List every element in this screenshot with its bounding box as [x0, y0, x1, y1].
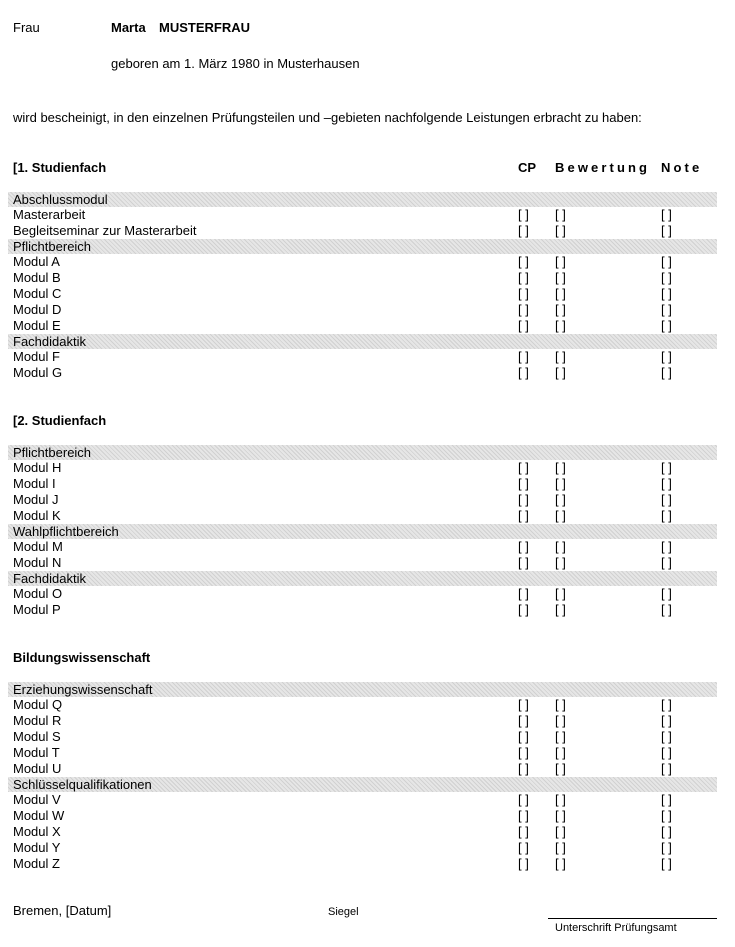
- bewertung-field: [ ]: [555, 761, 566, 776]
- module-name: Masterarbeit: [13, 207, 86, 222]
- bewertung-field: [ ]: [555, 492, 566, 507]
- note-field: [ ]: [661, 318, 672, 333]
- group-band: [8, 777, 717, 792]
- table-row: [0, 270, 735, 286]
- seal-label: Siegel: [328, 906, 359, 918]
- place-date: Bremen, [Datum]: [13, 903, 112, 918]
- cp-field: [ ]: [518, 729, 529, 744]
- note-field: [ ]: [661, 840, 672, 855]
- section-title-2: [2. Studienfach: [13, 413, 107, 428]
- note-field: [ ]: [661, 745, 672, 760]
- module-name: Modul Q: [13, 697, 63, 712]
- cp-field: [ ]: [518, 555, 529, 570]
- bewertung-field: [ ]: [555, 223, 566, 238]
- cp-field: [ ]: [518, 349, 529, 364]
- cp-field: [ ]: [518, 476, 529, 491]
- table-row: [0, 602, 735, 618]
- cp-field: [ ]: [518, 808, 529, 823]
- bewertung-field: [ ]: [555, 602, 566, 617]
- cp-field: [ ]: [518, 539, 529, 554]
- note-field: [ ]: [661, 856, 672, 871]
- table-row: [0, 492, 735, 508]
- note-field: [ ]: [661, 492, 672, 507]
- signature-line: [548, 918, 717, 919]
- module-name: Begleitseminar zur Masterarbeit: [13, 223, 197, 238]
- table-row: [0, 286, 735, 302]
- note-field: [ ]: [661, 808, 672, 823]
- module-name: Modul E: [13, 318, 61, 333]
- module-name: Modul J: [13, 492, 59, 507]
- first-name: Marta: [111, 20, 146, 35]
- last-name: MUSTERFRAU: [159, 20, 250, 35]
- group-band: [8, 445, 717, 460]
- module-name: Modul K: [13, 508, 61, 523]
- table-row: [0, 539, 735, 555]
- group-title: Erziehungswissenschaft: [13, 682, 153, 697]
- note-field: [ ]: [661, 713, 672, 728]
- note-field: [ ]: [661, 302, 672, 317]
- table-row: [0, 223, 735, 239]
- module-name: Modul V: [13, 792, 61, 807]
- note-field: [ ]: [661, 555, 672, 570]
- bewertung-field: [ ]: [555, 586, 566, 601]
- cp-field: [ ]: [518, 254, 529, 269]
- cp-field: [ ]: [518, 745, 529, 760]
- cp-field: [ ]: [518, 460, 529, 475]
- bewertung-field: [ ]: [555, 254, 566, 269]
- bewertung-field: [ ]: [555, 808, 566, 823]
- note-field: [ ]: [661, 586, 672, 601]
- bewertung-field: [ ]: [555, 365, 566, 380]
- birth-line: geboren am 1. März 1980 in Musterhausen: [111, 56, 360, 71]
- bewertung-field: [ ]: [555, 840, 566, 855]
- module-name: Modul F: [13, 349, 60, 364]
- table-row: [0, 745, 735, 761]
- module-name: Modul U: [13, 761, 62, 776]
- section-title-1: [1. Studienfach: [13, 160, 107, 175]
- module-name: Modul Z: [13, 856, 60, 871]
- bewertung-field: [ ]: [555, 286, 566, 301]
- note-field: [ ]: [661, 270, 672, 285]
- cp-field: [ ]: [518, 286, 529, 301]
- module-name: Modul O: [13, 586, 63, 601]
- cp-field: [ ]: [518, 365, 529, 380]
- note-field: [ ]: [661, 223, 672, 238]
- note-field: [ ]: [661, 602, 672, 617]
- bewertung-field: [ ]: [555, 555, 566, 570]
- cp-field: [ ]: [518, 824, 529, 839]
- note-field: [ ]: [661, 761, 672, 776]
- bewertung-field: [ ]: [555, 697, 566, 712]
- signature-label: Unterschrift Prüfungsamt: [555, 922, 677, 934]
- cp-field: [ ]: [518, 761, 529, 776]
- module-name: Modul T: [13, 745, 60, 760]
- table-row: [0, 697, 735, 713]
- statement: wird bescheinigt, in den einzelnen Prüfungsteilen und –gebieten nachfolgende Leistungen erbracht zu haben:: [13, 110, 642, 125]
- module-name: Modul G: [13, 365, 63, 380]
- note-field: [ ]: [661, 508, 672, 523]
- table-row: [0, 808, 735, 824]
- bewertung-field: [ ]: [555, 713, 566, 728]
- table-row: [0, 856, 735, 872]
- note-field: [ ]: [661, 207, 672, 222]
- table-row: [0, 318, 735, 334]
- table-row: [0, 476, 735, 492]
- group-band: [8, 239, 717, 254]
- cp-field: [ ]: [518, 713, 529, 728]
- bewertung-field: [ ]: [555, 318, 566, 333]
- bewertung-field: [ ]: [555, 792, 566, 807]
- bewertung-field: [ ]: [555, 270, 566, 285]
- module-name: Modul I: [13, 476, 56, 491]
- table-row: [0, 586, 735, 602]
- column-header-bewertung: Bewertung: [555, 160, 651, 175]
- cp-field: [ ]: [518, 840, 529, 855]
- table-row: [0, 460, 735, 476]
- group-band: [8, 571, 717, 586]
- cp-field: [ ]: [518, 270, 529, 285]
- column-header-note: Note: [661, 160, 703, 175]
- note-field: [ ]: [661, 254, 672, 269]
- table-row: [0, 824, 735, 840]
- module-name: Modul H: [13, 460, 62, 475]
- module-name: Modul N: [13, 555, 62, 570]
- section-title-3: Bildungswissenschaft: [13, 650, 151, 665]
- note-field: [ ]: [661, 697, 672, 712]
- table-row: [0, 729, 735, 745]
- note-field: [ ]: [661, 349, 672, 364]
- cp-field: [ ]: [518, 792, 529, 807]
- group-title: Schlüsselqualifikationen: [13, 777, 152, 792]
- note-field: [ ]: [661, 824, 672, 839]
- module-name: Modul C: [13, 286, 62, 301]
- note-field: [ ]: [661, 729, 672, 744]
- module-name: Modul W: [13, 808, 65, 823]
- table-row: [0, 207, 735, 223]
- cp-field: [ ]: [518, 318, 529, 333]
- module-name: Modul P: [13, 602, 61, 617]
- cp-field: [ ]: [518, 602, 529, 617]
- group-band: [8, 524, 717, 539]
- bewertung-field: [ ]: [555, 539, 566, 554]
- module-name: Modul S: [13, 729, 61, 744]
- module-name: Modul Y: [13, 840, 61, 855]
- salutation: Frau: [13, 20, 40, 35]
- group-band: [8, 334, 717, 349]
- group-title: Pflichtbereich: [13, 445, 92, 460]
- group-title: Wahlpflichtbereich: [13, 524, 119, 539]
- bewertung-field: [ ]: [555, 460, 566, 475]
- table-row: [0, 840, 735, 856]
- module-name: Modul B: [13, 270, 61, 285]
- bewertung-field: [ ]: [555, 824, 566, 839]
- module-name: Modul X: [13, 824, 61, 839]
- table-row: [0, 713, 735, 729]
- group-title: Fachdidaktik: [13, 334, 86, 349]
- bewertung-field: [ ]: [555, 508, 566, 523]
- bewertung-field: [ ]: [555, 856, 566, 871]
- note-field: [ ]: [661, 365, 672, 380]
- cp-field: [ ]: [518, 697, 529, 712]
- bewertung-field: [ ]: [555, 729, 566, 744]
- table-row: [0, 792, 735, 808]
- group-title: Pflichtbereich: [13, 239, 92, 254]
- cp-field: [ ]: [518, 508, 529, 523]
- cp-field: [ ]: [518, 223, 529, 238]
- group-title: Fachdidaktik: [13, 571, 86, 586]
- cp-field: [ ]: [518, 586, 529, 601]
- note-field: [ ]: [661, 476, 672, 491]
- note-field: [ ]: [661, 539, 672, 554]
- module-name: Modul A: [13, 254, 60, 269]
- bewertung-field: [ ]: [555, 745, 566, 760]
- table-row: [0, 302, 735, 318]
- bewertung-field: [ ]: [555, 302, 566, 317]
- bewertung-field: [ ]: [555, 207, 566, 222]
- note-field: [ ]: [661, 792, 672, 807]
- table-row: [0, 254, 735, 270]
- group-band: [8, 192, 717, 207]
- table-row: [0, 349, 735, 365]
- group-band: [8, 682, 717, 697]
- module-name: Modul D: [13, 302, 62, 317]
- table-row: [0, 555, 735, 571]
- note-field: [ ]: [661, 460, 672, 475]
- bewertung-field: [ ]: [555, 476, 566, 491]
- cp-field: [ ]: [518, 302, 529, 317]
- cp-field: [ ]: [518, 856, 529, 871]
- table-row: [0, 761, 735, 777]
- cp-field: [ ]: [518, 492, 529, 507]
- module-name: Modul R: [13, 713, 62, 728]
- module-name: Modul M: [13, 539, 63, 554]
- cp-field: [ ]: [518, 207, 529, 222]
- group-title: Abschlussmodul: [13, 192, 108, 207]
- column-header-cp: CP: [518, 160, 537, 175]
- table-row: [0, 365, 735, 381]
- bewertung-field: [ ]: [555, 349, 566, 364]
- table-row: [0, 508, 735, 524]
- note-field: [ ]: [661, 286, 672, 301]
